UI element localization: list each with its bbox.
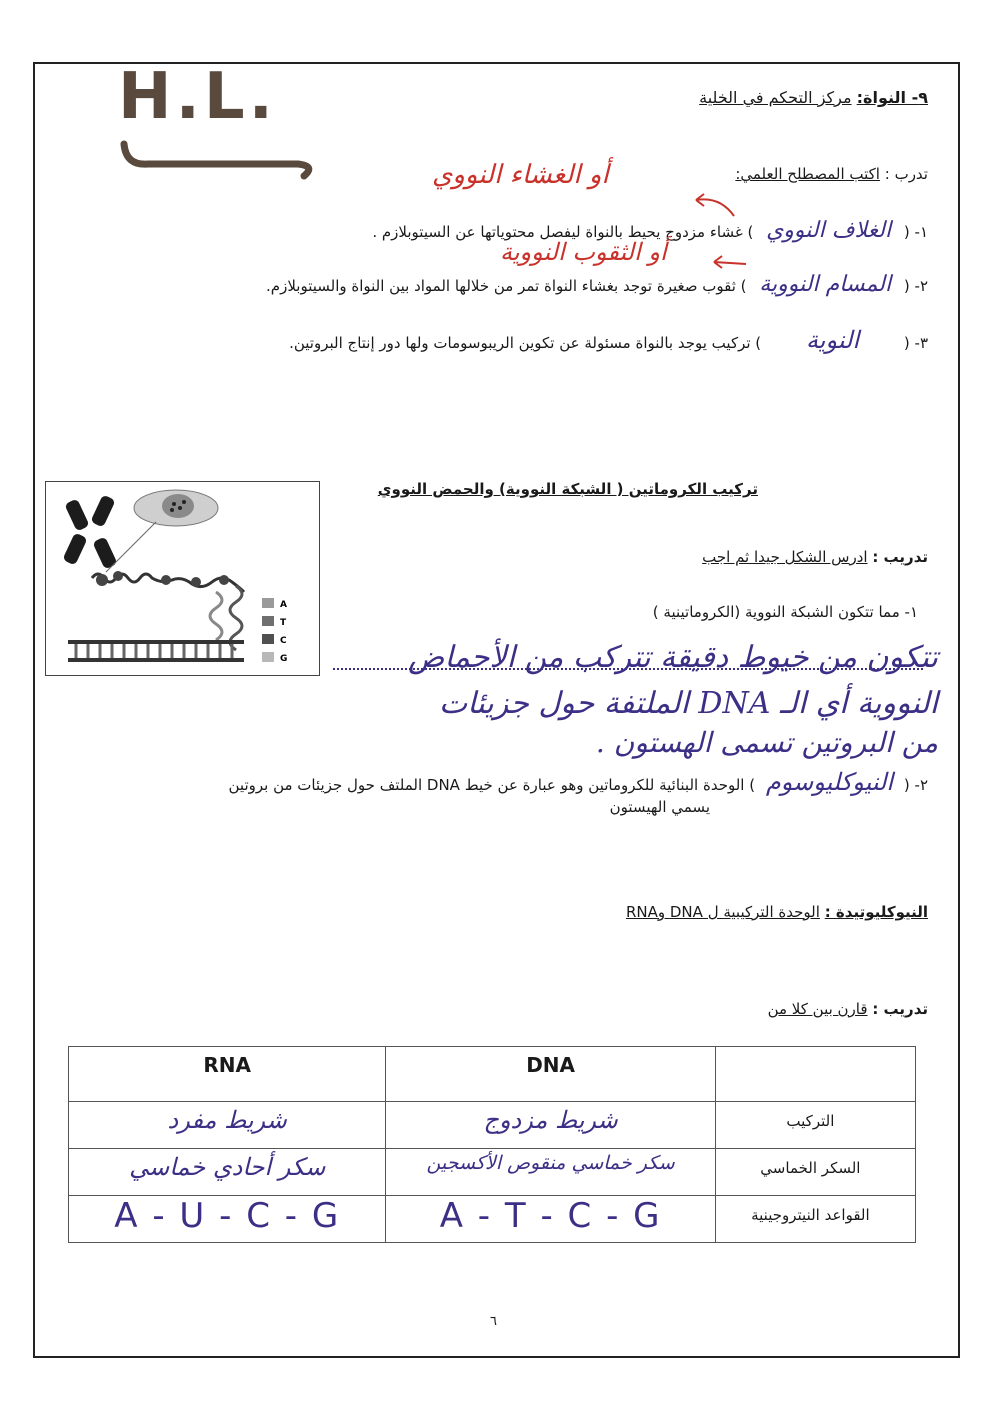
item-3-number: ٣- ( <box>903 334 928 352</box>
legend-label-g: G <box>280 654 288 664</box>
answer-line-2: النووية أي الـ DNA الملتفة حول جزيئات <box>438 686 938 721</box>
dna-sugar-answer: سكر خماسي منقوص الأكسجين <box>426 1152 675 1174</box>
compare-prompt <box>768 1000 928 1018</box>
q2-prefix: ٢- ( <box>903 776 928 794</box>
q2-answer: النيوكليوسوم <box>765 768 894 796</box>
compare-prompt-label: تدريب : <box>872 1000 928 1018</box>
header-rna <box>69 1047 386 1102</box>
item-1-answer: الغلاف النووي <box>766 218 892 243</box>
compare-prompt-text: قارن بين كلا من <box>767 1000 868 1018</box>
item-2-answer: المسام النووية <box>759 272 892 297</box>
chromatin-prompt <box>702 548 928 566</box>
corner-initials: H.L. <box>118 60 277 134</box>
nucleotide-text: الوحدة التركيبية ل DNA وRNA <box>625 903 820 921</box>
legend-swatch-g <box>262 652 274 662</box>
header-rna-label: RNA <box>203 1053 252 1077</box>
legend-swatch-t <box>262 616 274 626</box>
exercise-instruction: اكتب المصطلح العلمي: <box>735 165 880 183</box>
chromatin-heading: تركيب الكروماتين ( الشبكة النووية) والحمض النووي <box>377 480 758 498</box>
chromosome-dna-illustration <box>46 482 318 674</box>
section-number-title: ٩- النواة: <box>856 88 928 107</box>
legend-label-c: C <box>280 636 287 646</box>
header-dna <box>386 1047 715 1102</box>
comparison-table <box>68 1046 916 1243</box>
table-header-row <box>69 1047 916 1102</box>
item-3-answer: النوية <box>805 326 860 354</box>
header-dna-label: DNA <box>526 1053 576 1077</box>
corner-underline-stroke <box>118 140 318 190</box>
red-arrow-2 <box>708 252 750 272</box>
section-subtitle: مركز التحكم في الخلية <box>699 88 852 107</box>
answer-line-3: من البروتين تسمى الهستون . <box>595 726 938 759</box>
nucleotide-definition <box>626 903 928 921</box>
answer-line-1: تتكون من خيوط دقيقة تتركب من الأحماض <box>408 640 938 675</box>
dna-structure-answer: شريط مزدوج <box>483 1106 618 1134</box>
dna-bases-answer: A - T - C - G <box>439 1196 662 1236</box>
term-item-2 <box>266 272 928 297</box>
row-label-structure: التركيب <box>786 1112 835 1130</box>
legend-swatch-a <box>262 598 274 608</box>
chromatin-prompt-text: ادرس الشكل جيدا ثم اجب <box>702 548 868 566</box>
red-note-membrane: أو الغشاء النووي <box>432 160 609 190</box>
legend-label-t: T <box>280 618 287 628</box>
rna-bases-answer: A - U - C - G <box>114 1196 341 1236</box>
term-item-3 <box>289 326 928 354</box>
table-row <box>69 1196 916 1243</box>
nucleotide-label: النيوكليوتيدة : <box>824 903 928 921</box>
table-row <box>69 1102 916 1149</box>
legend-swatch-c <box>262 634 274 644</box>
item-2-text: ) ثقوب صغيرة توجد بغشاء النواة تمر من خلالها المواد بين النواة والسيتوبلازم. <box>266 277 747 295</box>
chromatin-question-2 <box>229 768 929 796</box>
exercise-prompt <box>735 165 928 183</box>
chromatin-question-2-cont: يسمي الهيستون <box>609 798 710 816</box>
item-3-text: ) تركيب يوجد بالنواة مسئولة عن تكوين الريبوسومات ولها دور إنتاج البروتين. <box>289 334 762 352</box>
chromatin-prompt-label: تدريب : <box>872 548 928 566</box>
table-row <box>69 1149 916 1196</box>
row-label-bases: القواعد النيتروجينية <box>751 1206 870 1224</box>
section-title <box>699 88 928 107</box>
row-label-sugar: السكر الخماسي <box>760 1159 861 1177</box>
item-2-number: ٢- ( <box>903 277 928 295</box>
item-1-text: ) غشاء مزدوج يحيط بالنواة ليفصل محتوياتها عن السيتوبلازم . <box>372 223 754 241</box>
red-note-pores: أو الثقوب النووية <box>500 238 667 266</box>
red-arrow-1 <box>690 190 740 220</box>
item-1-number: ١- ( <box>903 223 928 241</box>
header-empty-cell <box>715 1047 915 1102</box>
chromatin-figure <box>45 481 320 676</box>
chromatin-question-1: ١- مما تتكون الشبكة النووية (الكروماتينية ) <box>652 603 918 621</box>
page-number: ٦ <box>490 1314 497 1329</box>
legend-label-a: A <box>280 600 287 610</box>
rna-structure-answer: شريط مفرد <box>167 1106 287 1134</box>
rna-sugar-answer: سكر أحادي خماسي <box>129 1153 326 1181</box>
q2-text: ) الوحدة البنائية للكروماتين وهو عبارة عن خيط DNA الملتف حول جزيئات من بروتين <box>228 776 756 794</box>
exercise-label: تدرب : <box>884 165 928 183</box>
